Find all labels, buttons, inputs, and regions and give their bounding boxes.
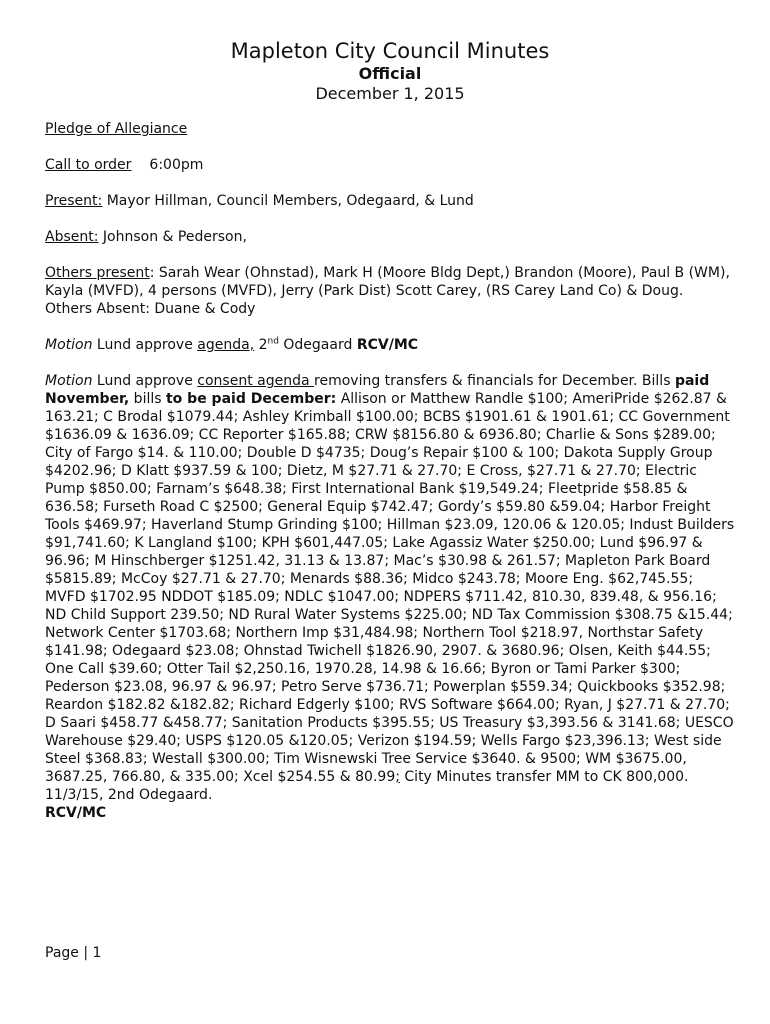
motion-consent-agenda (45, 372, 735, 822)
motion-text: removing transfers & financials for December. Bills (314, 373, 675, 389)
pledge-line (45, 120, 735, 138)
pledge-heading: Pledge of Allegiance (45, 121, 188, 137)
bills-paid-heading: paid November, (45, 373, 710, 407)
call-to-order-time: 6:00pm (149, 157, 204, 173)
bills-to-pay-heading: to be paid December: (165, 391, 337, 407)
meeting-date: December 1, 2015 (315, 84, 465, 103)
motion-result: RCV/MC (356, 337, 419, 353)
agenda-link: agenda, (197, 337, 255, 353)
motion-text: Lund approve (92, 373, 198, 389)
absent-label: Absent: (45, 229, 99, 245)
ordinal-suffix: nd (267, 336, 279, 347)
present-label: Present: (45, 193, 103, 209)
motion-word: Motion (45, 337, 93, 353)
page-footer: Page | 1 (45, 945, 102, 961)
motion-text: Lund approve (92, 337, 198, 353)
absent-line (45, 228, 735, 246)
minutes-page (45, 38, 735, 840)
consent-agenda-link: consent agenda (197, 373, 315, 389)
motion-text: 2 (254, 337, 268, 353)
present-text: Mayor Hillman, Council Members, Odegaard, & Lund (102, 193, 474, 209)
motion-text: bills (129, 391, 166, 407)
document-title: Mapleton City Council Minutes (230, 39, 550, 63)
motion-word: Motion (45, 373, 93, 389)
call-to-order-line (45, 156, 735, 174)
motion-result: RCV/MC (45, 805, 107, 821)
bills-list: Allison or Matthew Randle $100; AmeriPride $262.87 & 163.21; C Brodal $1079.44; Ashley Krimball $100.00; BCBS $1901.61 & 1901.61; CC Government $1636.09 & 1636.09; CC Reporter $165.88; CRW $8156.80 & 6936.80; Charlie & Sons $289.00; City of Fargo $14. & 110.00; Double D $4735; Doug’s Repair $100 & 100; Dakota Supply Group $4202.96; D Klatt $937.59 & 100; Dietz, M $27.71 & 27.70; E Cross, $27.71 & 27.70; Electric Pump $850.00; Farnam’s $648.38; First International Bank $19,549.24; Fleetpride $58.85 & 636.58; Furseth Road C $2500; General Equip $742.47; Gordy’s $59.80 &59.04; Harbor Freight Tools $469.97; Haverland Stump Grinding $100; Hillman $23.09, 120.06 & 120.05; Indust Builders $91,741.60; K Langland $100; KPH $601,447.05; Lake Agassiz Water $250.00; Lund $96.97 & 96.96; M Hinschberger $1251.42, 31.13 & 13.87; Mac’s $30.98 & 261.57; Mapleton Park Board $5815.89; McCoy $27.71 & 27.70; Menards $88.36; Midco $243.78; Moore Eng. $62,745.55; MVFD $1702.95 NDDOT $185.09; NDLC $1047.00; NDPERS $711.42, 810.30, 839.48, & 956.16; ND Child Support 239.50; ND Rural Water Systems $225.00; ND Tax Commission $308.75 &15.44; Network Center $1703.68; Northern Imp $31,484.98; Northern Tool $218.97, Northstar Safety $141.98; Odegaard $23.08; Ohnstad Twichell $1826.90, 2907. & 3680.96; Olsen, Keith $44.55; One Call $39.60; Otter Tail $2,250.16, 1970.28, 14.98 & 16.66; Byron or Tami Parker $300; Pederson $23.08, 96.97 & 96.97; Petro Serve $736.71; Powerplan $559.34; Quickbooks $352.98; Reardon $182.82 &182.82; Richard Edgerly $100; RVS Software $664.00; Ryan, J $27.71 & 27.70; D Saari $458.77 &458.77; Sanitation Products $395.55; US Treasury $3,393.56 & 3141.68; UESCO Warehouse $29.40; USPS $120.05 &120.05; Verizon $194.59; Wells Fargo $23,396.13; West side Steel $368.83; Westall $300.00; Tim Wisnewski Tree Service $3640. & 9500; WM $3675.00, 3687.25, 766.80, & 335.00; Xcel $254.55 & 80.99 (45, 391, 735, 785)
motion-agenda (45, 336, 735, 354)
document-status: Official (358, 64, 422, 83)
call-to-order-label: Call to order (45, 157, 132, 173)
bills-list-end: ; (395, 769, 400, 785)
motion-text: Odegaard (278, 337, 357, 353)
others-present-label: Others present (45, 265, 150, 281)
absent-text: Johnson & Pederson, (98, 229, 247, 245)
present-line (45, 192, 735, 210)
others-present-paragraph (45, 264, 735, 318)
others-present-text: : Sarah Wear (Ohnstad), Mark H (Moore Bldg Dept,) Brandon (Moore), Paul B (WM), Kayla (MVFD), 4 persons (MVFD), Jerry (Park Dist) Scott Carey, (RS Carey Land Co) & Doug. (45, 265, 730, 299)
transfer-text: City Minutes transfer MM to CK 800,000. 11/3/15, 2nd Odegaard. (45, 769, 689, 803)
others-absent-line: Others Absent: Duane & Cody (45, 301, 256, 317)
